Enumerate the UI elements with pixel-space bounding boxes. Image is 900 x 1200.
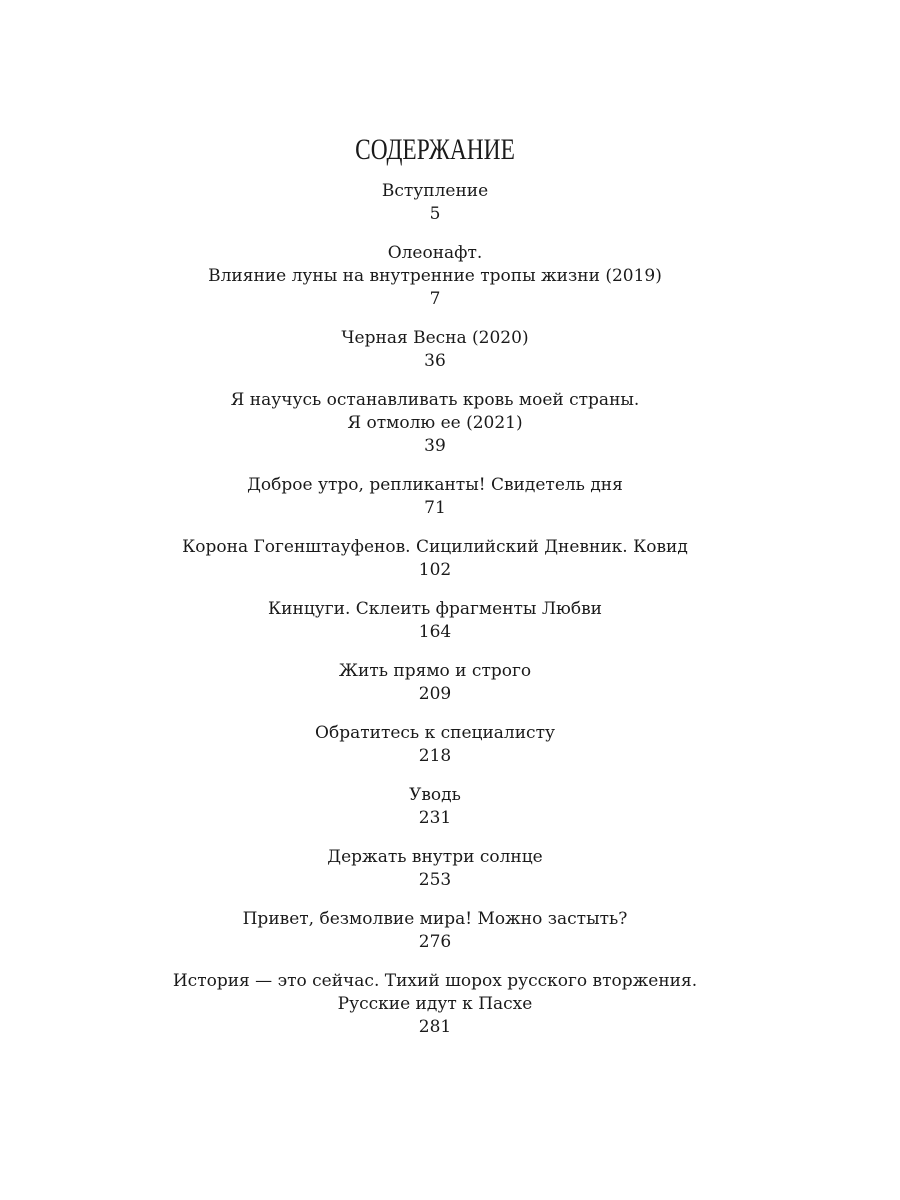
toc-entry-title-line: Доброе утро, репликанты! Свидетель дня [247, 475, 623, 495]
toc-entry-title-line: Привет, безмолвие мира! Можно застыть? [242, 909, 628, 929]
toc-entry-title-line: Я отмолю ее (2021) [347, 413, 523, 433]
toc-entry-title-line: Жить прямо и строго [338, 661, 532, 681]
toc-entry-title-line: Влияние луны на внутренние тропы жизни (2019) [208, 266, 662, 286]
toc-entry-page-number: 231 [418, 808, 452, 828]
page-title: СОДЕРЖАНИЕ [355, 133, 515, 166]
toc-entry-page-number: 36 [424, 351, 446, 371]
toc-entry-title-line: Олеонафт. [387, 243, 483, 263]
toc-entry-title-line: Уводь [409, 785, 461, 805]
toc-entry-title-line: История — это сейчас. Тихий шорох русского вторжения. [172, 971, 698, 991]
toc-entry-page-number: 276 [418, 932, 452, 952]
toc-entry [0, 327, 870, 373]
toc-entry-page-number: 71 [424, 498, 446, 518]
toc-entry [0, 242, 870, 311]
toc-entry [0, 180, 870, 226]
toc-entry-page-number: 164 [418, 622, 452, 642]
toc-entry-page-number: 281 [418, 1017, 452, 1037]
toc-entry-page-number: 5 [429, 204, 441, 224]
toc-entry [0, 846, 870, 892]
toc-entry-title-line: Держать внутри солнце [327, 847, 543, 867]
toc-entry-title-line: Кинцуги. Склеить фрагменты Любви [268, 599, 602, 619]
toc-entry [0, 536, 870, 582]
toc-entry [0, 722, 870, 768]
toc-entry-title-line: Корона Гогенштауфенов. Сицилийский Дневник. Ковид [182, 537, 688, 557]
toc-entry [0, 474, 870, 520]
toc-entry-title-line: Обратитесь к специалисту [315, 723, 555, 743]
toc-entry [0, 908, 870, 954]
table-of-contents [0, 180, 870, 1055]
toc-entry [0, 389, 870, 458]
toc-entry [0, 970, 870, 1039]
toc-entry-title-line: Русские идут к Пасхе [337, 994, 533, 1014]
toc-entry-page-number: 253 [418, 870, 452, 890]
toc-entry-page-number: 218 [418, 746, 452, 766]
toc-entry [0, 784, 870, 830]
toc-entry [0, 598, 870, 644]
toc-entry-title-line: Черная Весна (2020) [341, 328, 529, 348]
toc-entry-page-number: 102 [418, 560, 452, 580]
toc-entry [0, 660, 870, 706]
toc-entry-page-number: 39 [424, 436, 446, 456]
toc-entry-title-line: Я научусь останавливать кровь моей страны. [230, 390, 640, 410]
toc-entry-page-number: 209 [418, 684, 452, 704]
toc-entry-page-number: 7 [429, 289, 441, 309]
toc-entry-title-line: Вступление [381, 181, 489, 201]
